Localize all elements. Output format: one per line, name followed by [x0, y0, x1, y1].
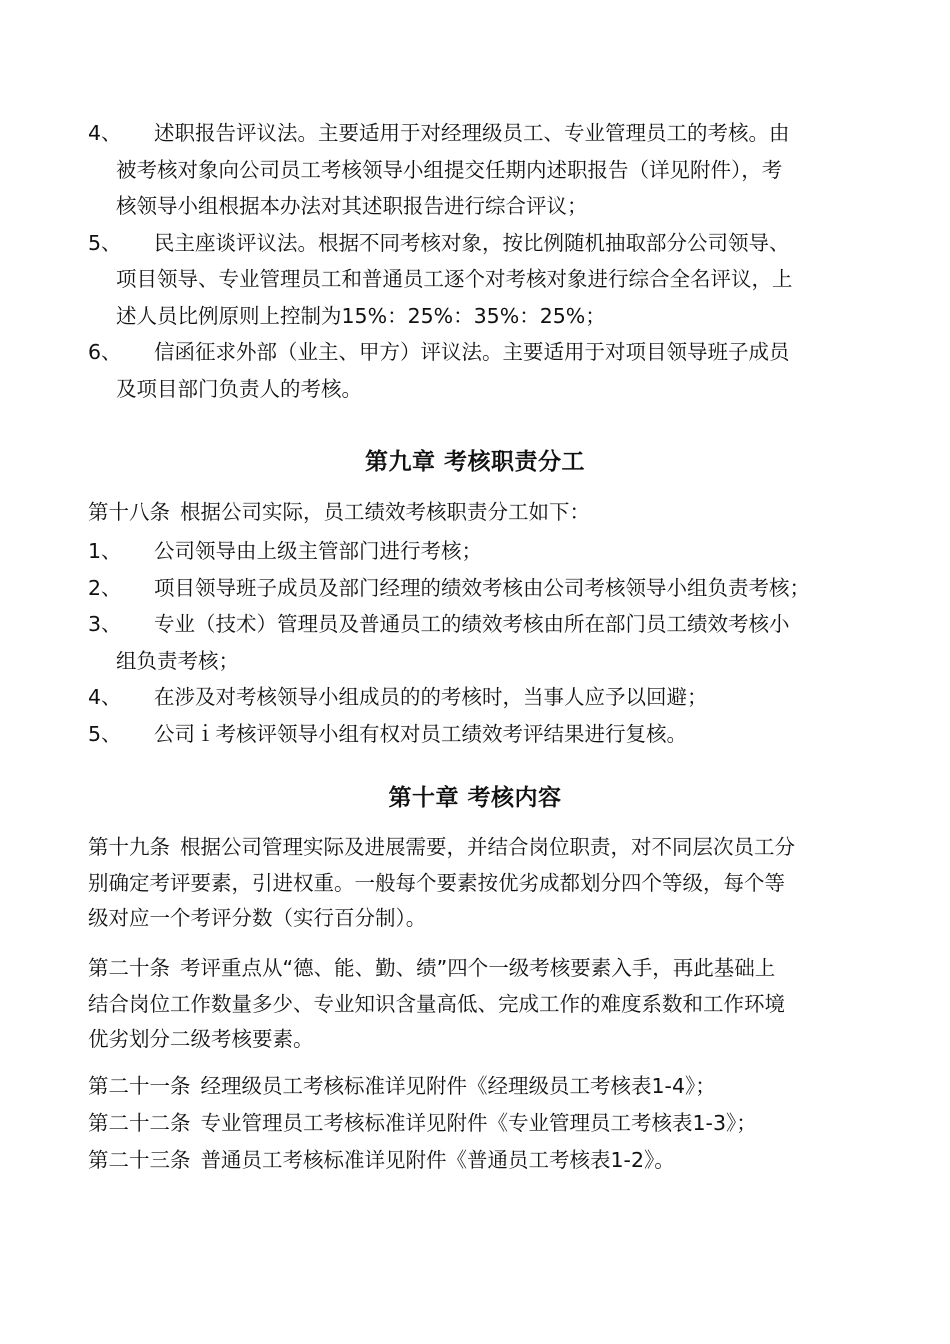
item-number: 3、 — [88, 612, 122, 636]
article-body: 级对应一个考评分数（实行百分制）。 — [88, 906, 427, 930]
item-text: 在涉及对考核领导小组成员的的考核时，当事人应予以回避； — [154, 685, 708, 709]
article-number: 第二十条 — [88, 956, 170, 980]
item-text: 专业（技术）管理员及普通员工的绩效考核由所在部门员工绩效考核小 — [154, 612, 790, 636]
article-18 — [0, 495, 950, 531]
item-text: 公司ｉ考核评领导小组有权对员工绩效考评结果进行复核。 — [154, 721, 687, 746]
article-22 — [0, 1106, 950, 1142]
article-number: 第二十三条 — [88, 1148, 191, 1172]
duty-list — [0, 533, 950, 752]
article-body: 专业管理员工考核标准详见附件《专业管理员工考核表1-3》； — [200, 1111, 757, 1135]
article-body: 根据公司实际，员工绩效考核职责分工如下： — [180, 500, 590, 524]
item-number: 2、 — [88, 575, 122, 600]
list-item — [0, 716, 950, 753]
article-text — [0, 830, 950, 866]
item-number: 4、 — [88, 685, 122, 709]
method-list — [0, 115, 950, 407]
list-item — [0, 533, 950, 570]
item-text: 项目领导、专业管理员工和普通员工逐个对考核对象进行综合全名评议，上 — [116, 267, 793, 291]
chapter-heading: 第十章 考核内容 — [388, 785, 562, 811]
list-item — [0, 225, 950, 335]
article-body: 别确定考评要素，引进权重。一般每个要素按优劣成都划分四个等级，每个等 — [88, 870, 785, 895]
article-number: 第十九条 — [88, 835, 170, 859]
list-item — [0, 679, 950, 716]
item-number: 5、 — [88, 230, 122, 255]
item-text: 述职报告评议法。主要适用于对经理级员工、专业管理员工的考核。由 — [154, 121, 790, 145]
article-20 — [0, 951, 950, 1058]
article-body: 考评重点从“德、能、勤、绩”四个一级考核要素入手，再此基础上 — [180, 956, 776, 980]
article-21 — [0, 1069, 950, 1105]
article-19 — [0, 830, 950, 937]
article-body: 普通员工考核标准详见附件《普通员工考核表1-2》。 — [200, 1148, 675, 1172]
item-text: 信函征求外部（业主、甲方）评议法。主要适用于对项目领导班子成员 — [154, 340, 790, 364]
article-text — [0, 1143, 950, 1179]
item-text: 项目领导班子成员及部门经理的绩效考核由公司考核领导小组负责考核； — [154, 575, 810, 600]
item-text: 公司领导由上级主管部门进行考核； — [154, 539, 482, 563]
list-item — [0, 606, 950, 679]
item-number: 1、 — [88, 539, 122, 563]
article-body: 根据公司管理实际及进展需要，并结合岗位职责，对不同层次员工分 — [180, 835, 795, 859]
article-body: 经理级员工考核标准详见附件《经理级员工考核表1-4》； — [200, 1074, 716, 1098]
article-body: 优劣划分二级考核要素。 — [88, 1027, 314, 1051]
article-text — [0, 495, 950, 531]
article-text — [0, 1106, 950, 1142]
article-number: 第二十一条 — [88, 1074, 191, 1098]
list-item — [0, 115, 950, 225]
item-text: 被考核对象向公司员工考核领导小组提交任期内述职报告（详见附件），考 — [116, 157, 783, 182]
list-item — [0, 334, 950, 407]
item-number: 5、 — [88, 721, 122, 746]
item-text: 及项目部门负责人的考核。 — [116, 376, 362, 401]
list-item — [0, 570, 950, 607]
article-number: 第十八条 — [88, 500, 170, 524]
item-number: 4、 — [88, 121, 122, 145]
chapter-heading: 第九章 考核职责分工 — [364, 449, 585, 475]
item-text: 民主座谈评议法。根据不同考核对象，按比例随机抽取部分公司领导、 — [154, 230, 790, 255]
item-text: 组负责考核； — [116, 648, 239, 673]
article-number: 第二十二条 — [88, 1111, 191, 1135]
article-23 — [0, 1143, 950, 1179]
item-text: 核领导小组根据本办法对其述职报告进行综合评议； — [116, 194, 588, 218]
item-number: 6、 — [88, 340, 122, 364]
article-body: 结合岗位工作数量多少、专业知识含量高低、完成工作的难度系数和工作环境 — [88, 991, 785, 1016]
item-text: 述人员比例原则上控制为15%：25%：35%：25%； — [116, 303, 606, 328]
article-text — [0, 1069, 950, 1105]
article-text — [0, 951, 950, 987]
